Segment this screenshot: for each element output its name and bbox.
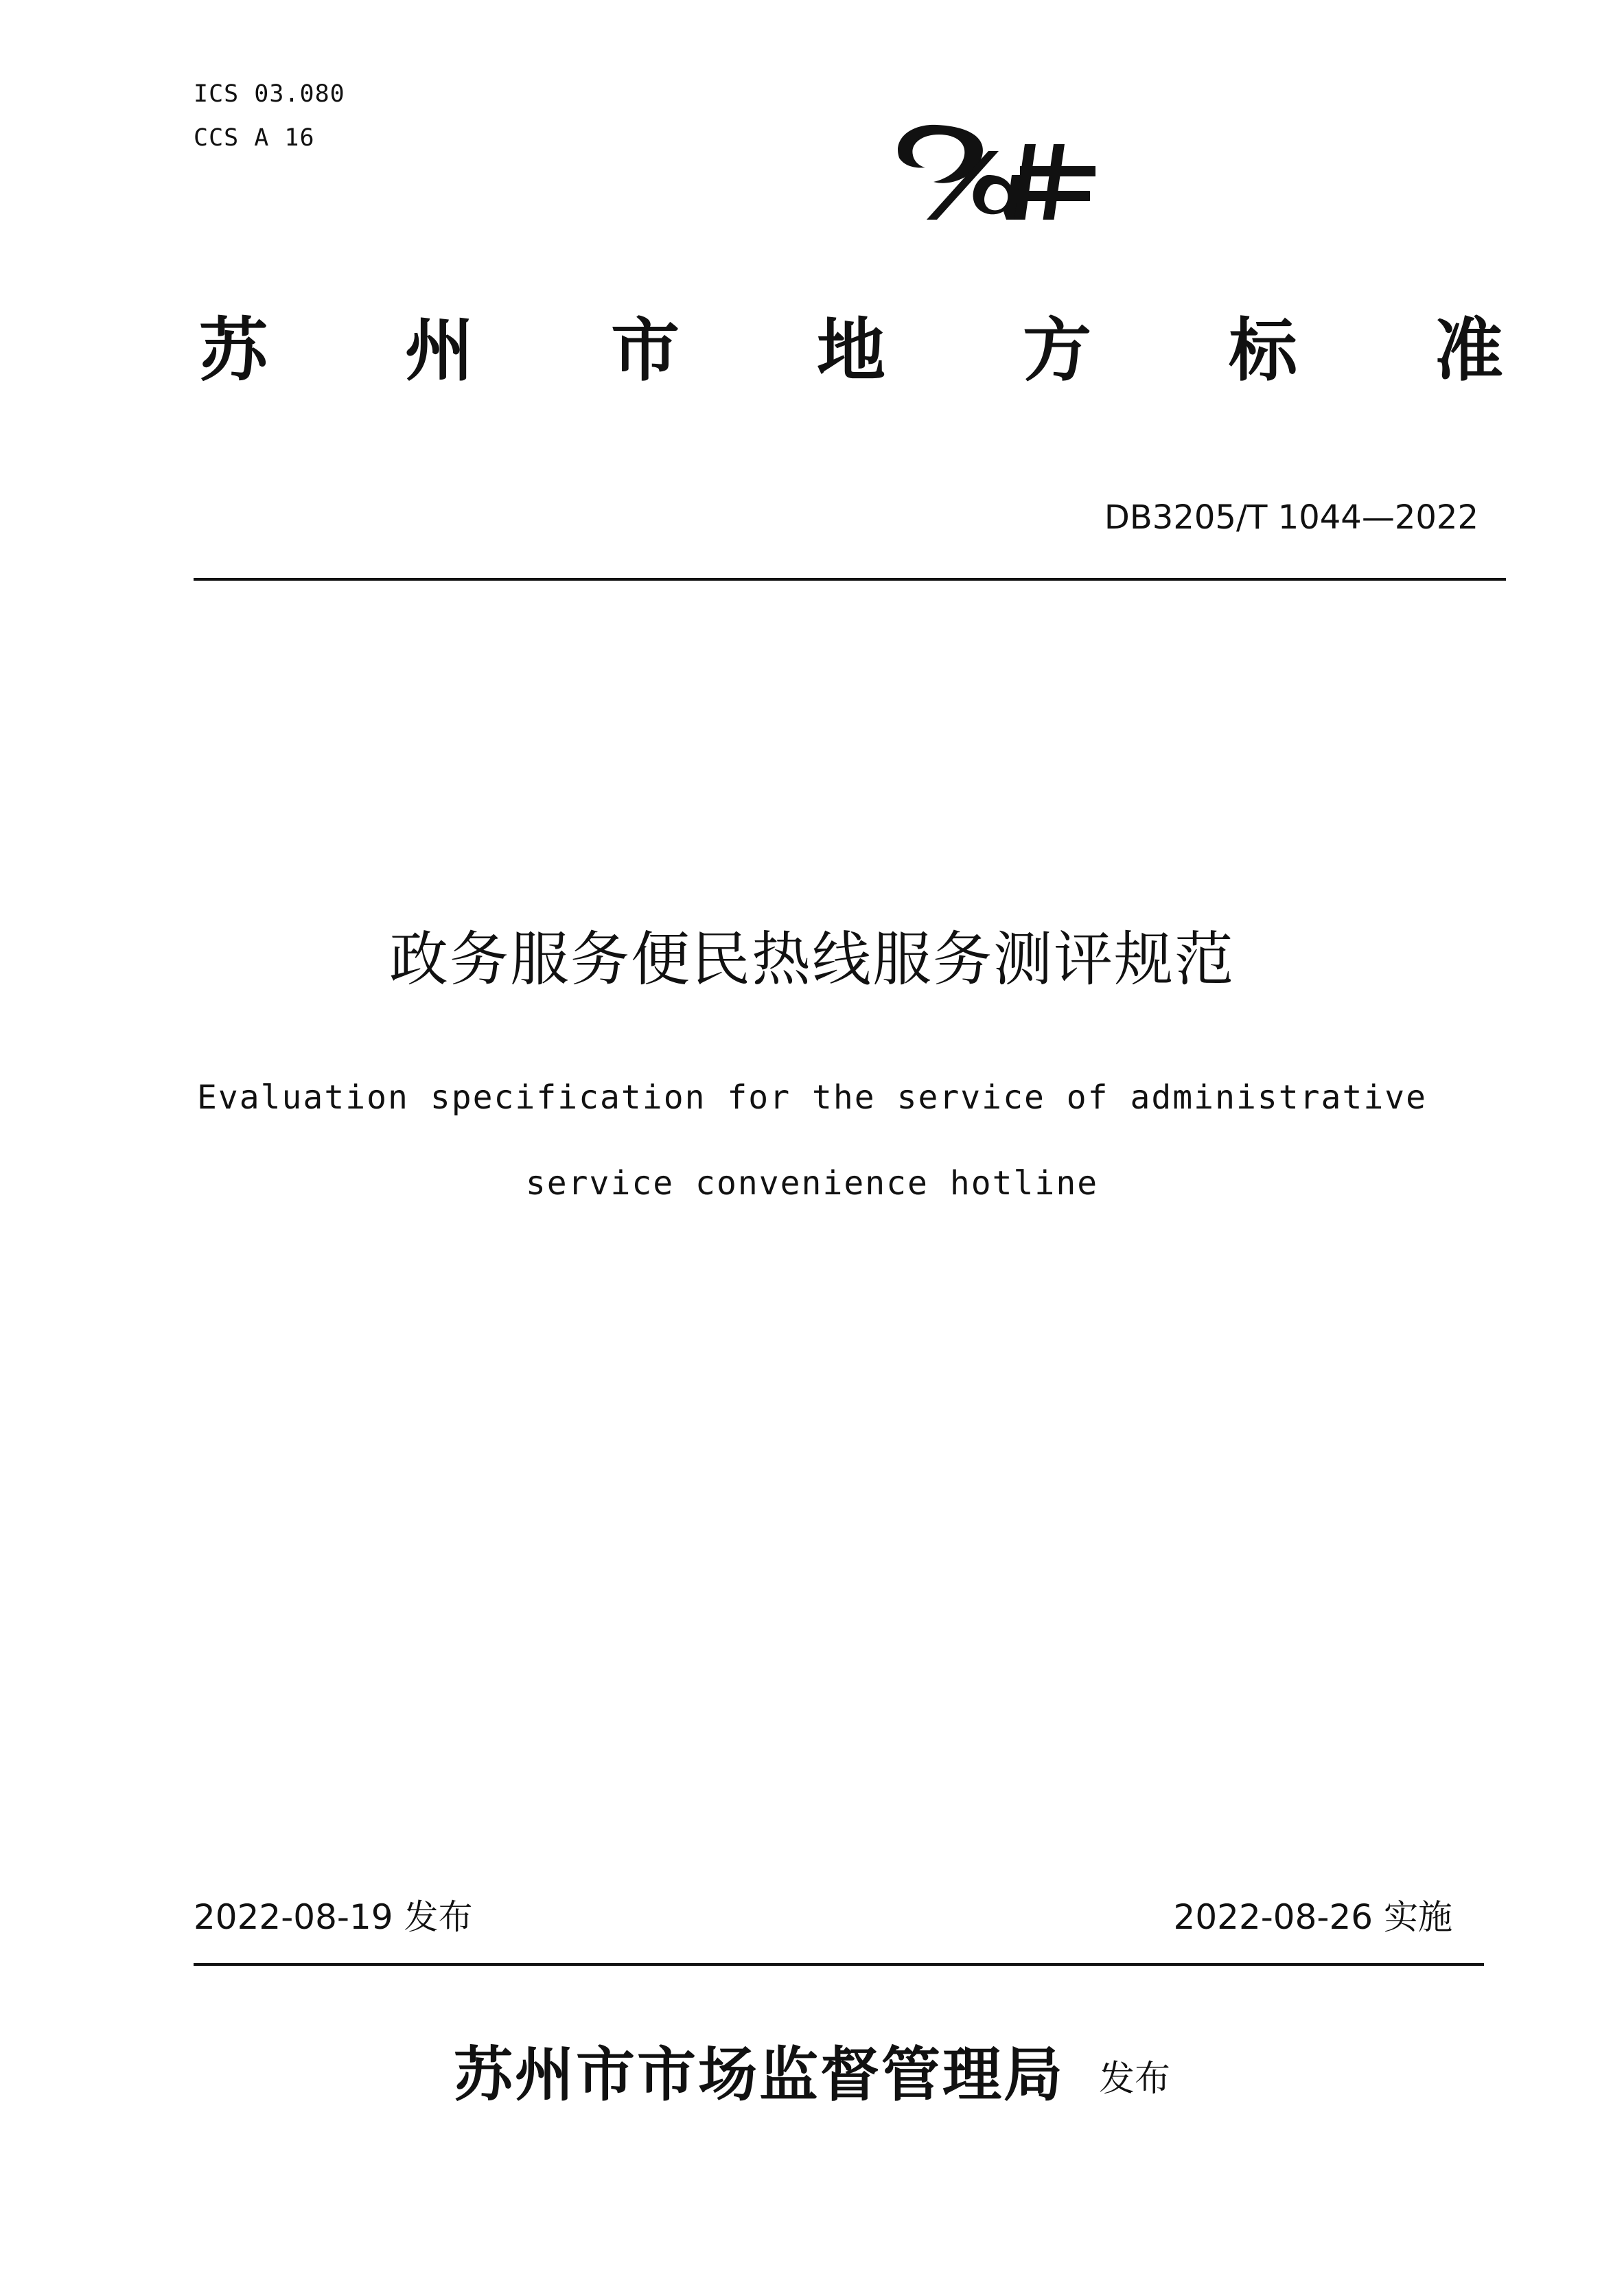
standard-type-char: 地 [817, 310, 885, 391]
implementation-date: 2022-08-26 实施 [1173, 1897, 1452, 1937]
standard-type-char: 准 [1435, 310, 1503, 391]
standard-type-char: 方 [1023, 310, 1091, 391]
issue-date: 2022-08-19 发布 [194, 1897, 473, 1937]
issuer-name: 苏州市市场监督管理局 [453, 2040, 1065, 2109]
issuer-line [0, 2040, 1624, 2109]
title-chinese: 政务服务便民热线服务测评规范 [389, 925, 1235, 994]
standard-code: DB3205/T 1044—2022 [1104, 498, 1478, 537]
bottom-divider [194, 1963, 1484, 1966]
standard-type-char: 苏 [199, 310, 268, 391]
title-english-line1: Evaluation specification for the service of administrative [196, 1078, 1428, 1117]
ccs-code: CCS A 16 [194, 124, 315, 152]
title-english-line2: service convenience hotline [525, 1164, 1099, 1203]
db-logo-icon [885, 110, 1112, 227]
top-divider [194, 578, 1506, 581]
standard-type-char: 州 [405, 310, 474, 391]
standard-type-heading [199, 310, 1503, 391]
issuer-suffix: 发布 [1098, 2059, 1170, 2100]
standard-type-char: 市 [611, 310, 680, 391]
ics-code: ICS 03.080 [194, 80, 345, 108]
standard-type-char: 标 [1229, 310, 1297, 391]
